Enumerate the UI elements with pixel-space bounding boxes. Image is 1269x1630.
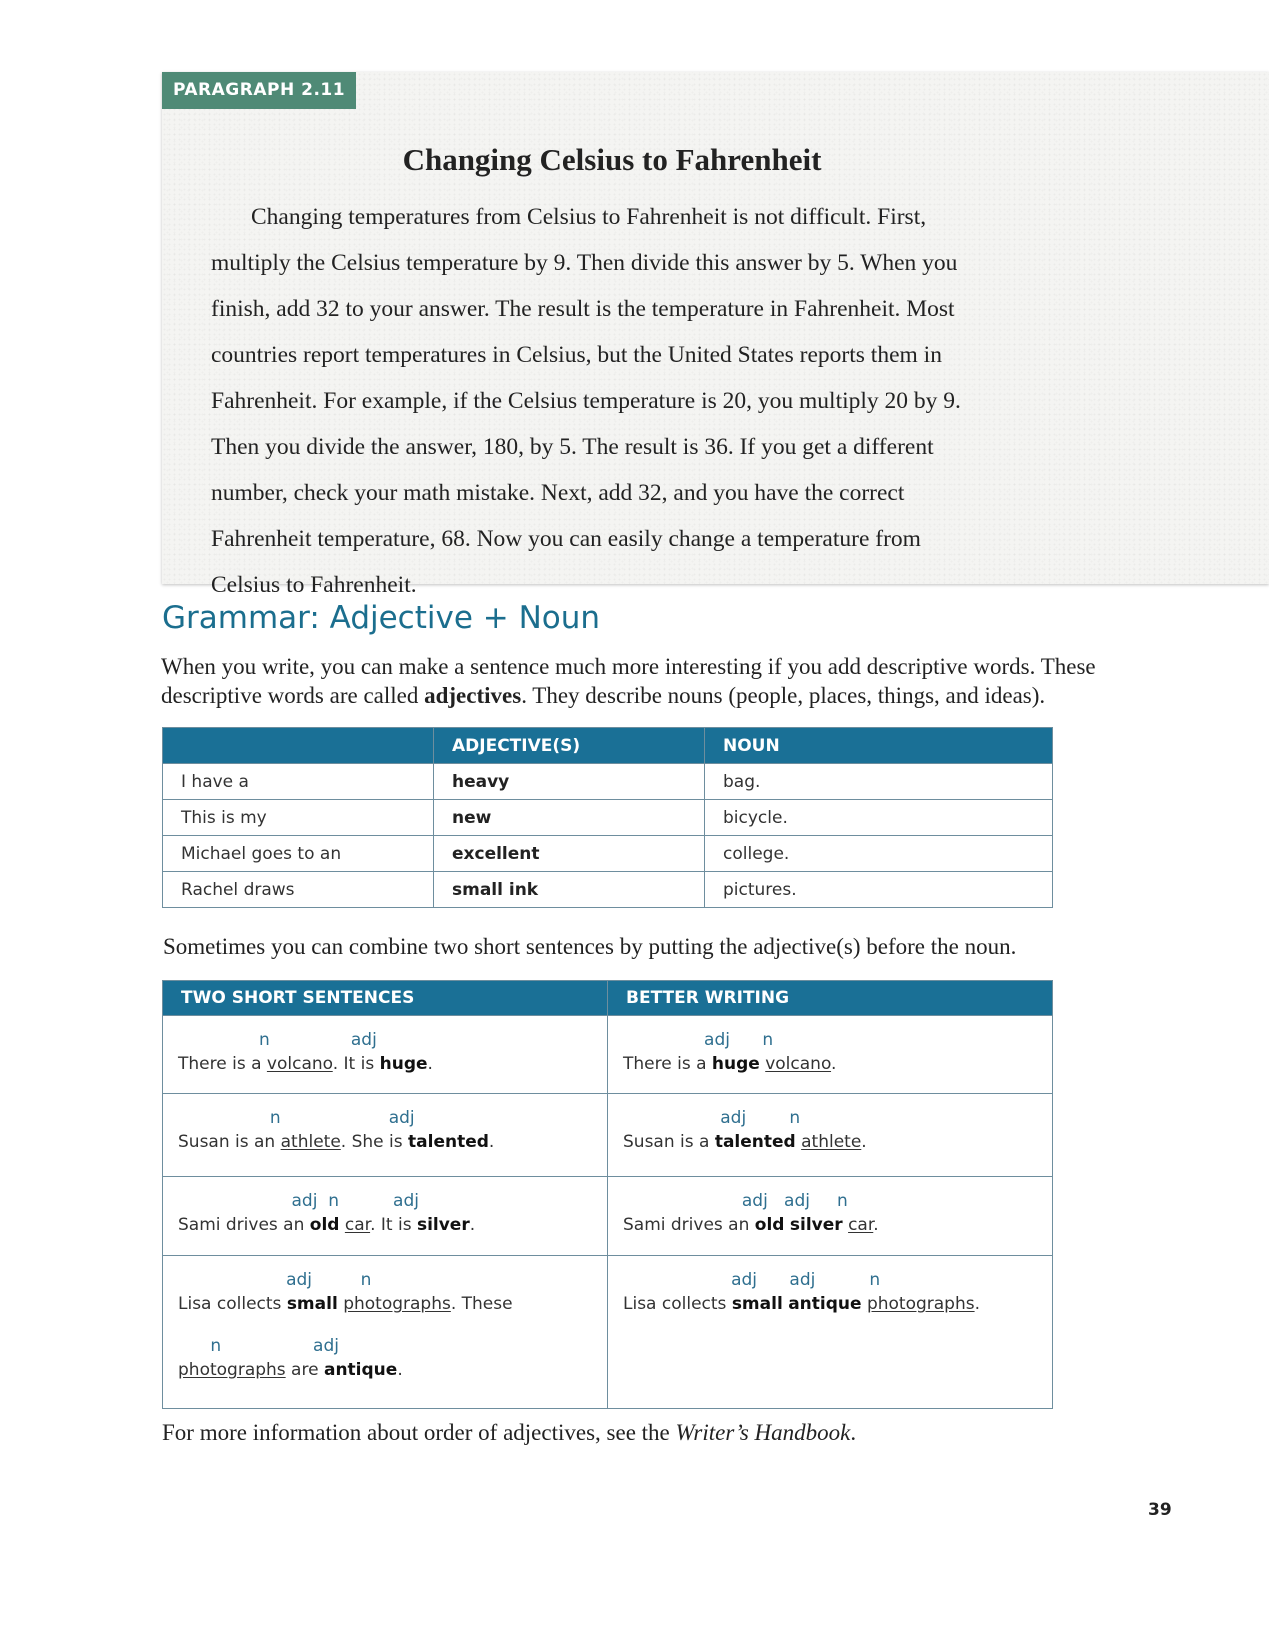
table-row (163, 872, 1053, 908)
table-row (163, 1016, 1053, 1094)
adjective-cell: excellent (434, 836, 705, 872)
header-adjectives: ADJECTIVE(S) (434, 728, 705, 764)
table-header-row (163, 981, 1053, 1016)
combine-instruction: Sometimes you can combine two short sentences by putting the adjective(s) before the noun. (163, 934, 1017, 959)
grammar-heading: Grammar: Adjective + Noun (162, 600, 601, 636)
short-sentences-cell (163, 1256, 608, 1409)
page-number: 39 (1148, 1500, 1172, 1520)
table-row (163, 764, 1053, 800)
paragraph-label: PARAGRAPH 2.11 (162, 72, 356, 109)
paragraph-body: Changing temperatures from Celsius to Fahrenheit is not difficult. First, multiply the Celsius temperature by 9. Then divide this answer by 5. When you finish, add 32 to your answer. The result is the temperature in Fahrenheit. Most countries report temperatures in Celsius, but the United States reports them in Fahrenheit. For example, if the Celsius temperature is 20, you multiply 20 by 9. Then you divide the answer, 180, by 5. The result is 36. If you get a different number, check your math mistake. Next, add 32, and you have the correct Fahrenheit temperature, 68. Now you can easily change a temperature from Celsius to Fahrenheit. (211, 204, 961, 598)
adjective-word: huge (379, 1054, 428, 1074)
adjective-word: old (754, 1215, 785, 1235)
text: . (488, 1132, 495, 1152)
handbook-title: Writer’s Handbook (675, 1420, 851, 1445)
text: Sami drives an (623, 1215, 755, 1235)
text: . (469, 1215, 476, 1235)
noun-word: car (848, 1215, 874, 1235)
grammar-intro (161, 652, 1121, 710)
part-of-speech-tags: n adj (178, 1336, 339, 1356)
part-of-speech-tags: adj n adj (178, 1191, 419, 1211)
header-two-short-sentences: TWO SHORT SENTENCES (163, 981, 608, 1016)
sentence-start: This is my (163, 800, 434, 836)
better-writing-cell (608, 1256, 1053, 1409)
text: . (974, 1294, 980, 1314)
noun-cell: bicycle. (705, 800, 1053, 836)
text: are (285, 1360, 324, 1380)
noun-word: volcano (266, 1054, 333, 1074)
noun-word: volcano (765, 1054, 832, 1074)
noun-word: photographs (866, 1294, 975, 1314)
adjective-word: small (286, 1294, 338, 1314)
paragraph-panel (162, 72, 1269, 598)
table-row (163, 1177, 1053, 1256)
paragraph-title: Changing Celsius to Fahrenheit (402, 142, 822, 177)
adjective-word: small (731, 1294, 783, 1314)
table-row (163, 800, 1053, 836)
example-sentence (623, 1130, 1037, 1154)
part-of-speech-tags: adj n (623, 1030, 774, 1050)
text: Lisa collects (178, 1294, 287, 1314)
adjective-noun-table (162, 727, 1053, 908)
sentence-start: Michael goes to an (163, 836, 434, 872)
example-sentence (623, 1213, 1037, 1237)
adjective-word: old (309, 1215, 340, 1235)
noun-word: car (344, 1215, 371, 1235)
header-blank (163, 728, 434, 764)
text: . (873, 1215, 879, 1235)
noun-word: photographs (343, 1294, 451, 1314)
text: . (831, 1054, 837, 1074)
text: . (861, 1132, 867, 1152)
spacer (178, 1316, 592, 1334)
noun-cell: bag. (705, 764, 1053, 800)
text: . (397, 1360, 403, 1380)
better-writing-cell (608, 1177, 1053, 1256)
short-sentences-cell (163, 1016, 608, 1094)
noun-word: athlete (801, 1132, 862, 1152)
adjective-cell: small ink (434, 872, 705, 908)
example-sentence (178, 1052, 592, 1076)
noun-word: athlete (280, 1132, 341, 1152)
intro-text-2: . They describe nouns (people, places, things, and ideas). (521, 683, 1046, 708)
text: Susan is a (623, 1132, 715, 1152)
text: . It is (370, 1215, 417, 1235)
adjective-word: huge (711, 1054, 760, 1074)
text: There is a (178, 1054, 267, 1074)
text: There is a (623, 1054, 712, 1074)
sentence-combining-table (162, 980, 1053, 1409)
adjective-word: antique (323, 1360, 398, 1380)
text: Lisa collects (623, 1294, 732, 1314)
better-writing-cell (608, 1094, 1053, 1177)
adjective-cell: heavy (434, 764, 705, 800)
text: Sami drives an (178, 1215, 310, 1235)
table-row (163, 836, 1053, 872)
part-of-speech-tags: adj n (178, 1270, 372, 1290)
example-sentence (178, 1358, 592, 1382)
sentence-start: Rachel draws (163, 872, 434, 908)
adjective-word: talented (408, 1132, 489, 1152)
text: . These (450, 1294, 513, 1314)
header-better-writing: BETTER WRITING (608, 981, 1053, 1016)
example-sentence (178, 1213, 592, 1237)
header-noun: NOUN (705, 728, 1053, 764)
adjective-word: silver (789, 1215, 843, 1235)
table-header-row (163, 728, 1053, 764)
adjective-word: antique (788, 1294, 862, 1314)
short-sentences-cell (163, 1177, 608, 1256)
better-writing-cell (608, 1016, 1053, 1094)
footer-end: . (850, 1420, 857, 1445)
adjective-cell: new (434, 800, 705, 836)
example-sentence (623, 1292, 1037, 1316)
adjective-word: silver (416, 1215, 470, 1235)
footer-text: For more information about order of adjectives, see the (162, 1420, 676, 1445)
noun-cell: pictures. (705, 872, 1053, 908)
handbook-reference (162, 1420, 856, 1446)
table-row (163, 1094, 1053, 1177)
text: . It is (332, 1054, 380, 1074)
text: . She is (340, 1132, 409, 1152)
part-of-speech-tags: n adj (178, 1108, 415, 1128)
adjective-word: talented (714, 1132, 796, 1152)
short-sentences-cell (163, 1094, 608, 1177)
example-sentence (623, 1052, 1037, 1076)
part-of-speech-tags: adj adj n (623, 1270, 881, 1290)
noun-cell: college. (705, 836, 1053, 872)
noun-word: photographs (178, 1360, 286, 1380)
intro-bold-term: adjectives (424, 683, 522, 708)
part-of-speech-tags: adj n (623, 1108, 801, 1128)
part-of-speech-tags: adj adj n (623, 1191, 848, 1211)
example-sentence (178, 1292, 592, 1316)
sentence-start: I have a (163, 764, 434, 800)
intro-text-1: When you write, you can make a sentence much more interesting if you add descriptive words. These descriptive words are called (161, 654, 1096, 708)
text: . (427, 1054, 433, 1074)
example-sentence (178, 1130, 592, 1154)
part-of-speech-tags: n adj (178, 1030, 377, 1050)
table-row (163, 1256, 1053, 1409)
text: Susan is an (178, 1132, 281, 1152)
